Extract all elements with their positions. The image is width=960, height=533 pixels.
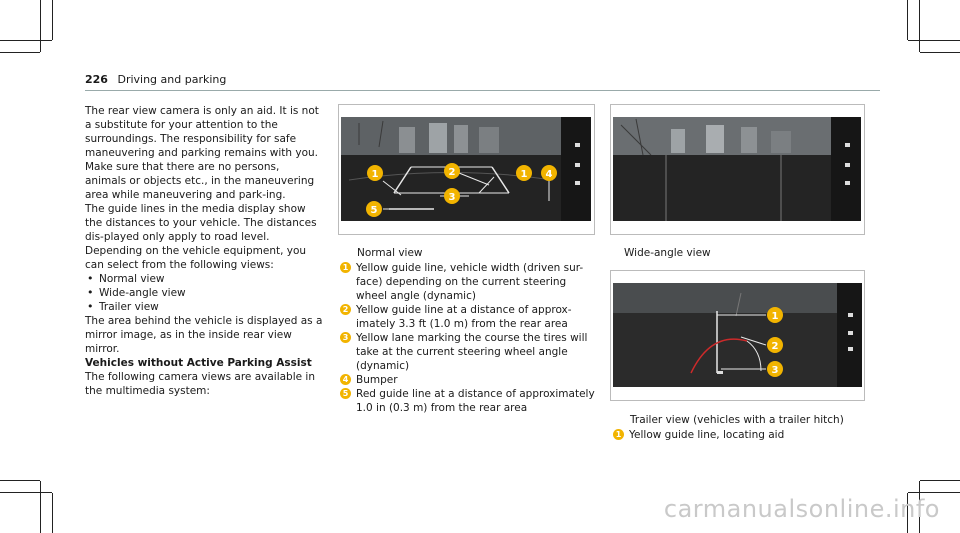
svg-text:3: 3 <box>448 192 456 203</box>
legend-number: 2 <box>340 304 351 315</box>
legend-text: Yellow guide line at a distance of approx-imately 3.3 ft (1.0 m) from the rear area <box>356 304 572 330</box>
figure-normal-view <box>338 104 595 235</box>
svg-text:4: 4 <box>545 169 553 180</box>
caption-normal-view: Normal view <box>357 247 423 259</box>
crop-mark <box>919 0 920 52</box>
svg-text:3: 3 <box>771 365 779 376</box>
legend-number: 1 <box>340 262 351 273</box>
list-item: • Trailer view <box>85 300 323 314</box>
caption-trailer-view: Trailer view (vehicles with a trailer hitch) <box>630 414 844 426</box>
crop-mark <box>908 40 960 41</box>
crop-mark <box>0 52 40 53</box>
legend-text: Yellow lane marking the course the tires will take at the current steering wheel angle (dynamic) <box>356 332 588 372</box>
crop-mark <box>920 52 960 53</box>
page-number: 226 <box>85 73 108 86</box>
marker-4 <box>541 165 557 181</box>
crop-mark <box>52 493 53 533</box>
crop-mark <box>40 0 41 52</box>
svg-text:1: 1 <box>371 169 379 180</box>
page-header <box>85 73 226 86</box>
figure-wide-angle-view <box>610 104 865 235</box>
legend-text: Yellow guide line, locating aid <box>629 429 785 441</box>
svg-text:1: 1 <box>771 311 779 322</box>
marker-2 <box>444 163 460 179</box>
crop-mark <box>0 492 52 493</box>
paragraph: The following camera views are available in the multimedia system: <box>85 371 316 397</box>
svg-text:2: 2 <box>771 341 779 352</box>
list-item <box>340 387 596 415</box>
subheading: Vehicles without Active Parking Assist <box>85 357 312 369</box>
list-item: • Normal view <box>85 272 323 286</box>
list-item <box>340 261 596 303</box>
svg-text:2: 2 <box>448 167 456 178</box>
list-item: • Wide-angle view <box>85 286 323 300</box>
legend-number: 3 <box>340 332 351 343</box>
paragraph: The guide lines in the media display show the distances to your vehicle. The distances dis-played only apply to road level. <box>85 203 317 243</box>
legend-text: Red guide line at a distance of approximately 1.0 in (0.3 m) from the rear area <box>356 388 595 414</box>
paragraph: Depending on the vehicle equipment, you can select from the following views: <box>85 245 307 271</box>
svg-text:1: 1 <box>520 169 528 180</box>
caption-wide-angle-view: Wide-angle view <box>624 247 711 259</box>
list-item <box>340 303 596 331</box>
list-item <box>613 428 869 442</box>
camera-image-normal <box>339 105 594 234</box>
legend-number: 5 <box>340 388 351 399</box>
left-column <box>85 104 323 398</box>
crop-mark <box>40 481 41 533</box>
camera-image-trailer <box>611 271 864 400</box>
marker-3 <box>444 188 460 204</box>
marker-3 <box>767 361 783 377</box>
camera-image-wide <box>611 105 864 234</box>
marker-1b <box>516 165 532 181</box>
crop-mark <box>0 480 40 481</box>
legend-text: Yellow guide line, vehicle width (driven sur-face) depending on the current steering wheel angle (dynamic) <box>356 262 584 302</box>
svg-text:5: 5 <box>370 205 378 216</box>
list-item <box>340 373 596 387</box>
list-item <box>340 331 596 373</box>
legend-trailer-view <box>613 428 869 442</box>
crop-mark <box>908 492 960 493</box>
crop-mark <box>52 0 53 40</box>
watermark: carmanualsonline.info <box>663 495 940 523</box>
marker-2 <box>767 337 783 353</box>
figure-trailer-view <box>610 270 865 401</box>
legend-number: 1 <box>613 429 624 440</box>
section-title: Driving and parking <box>117 73 227 86</box>
crop-mark <box>907 0 908 40</box>
crop-mark <box>920 480 960 481</box>
header-rule <box>85 90 880 91</box>
paragraph: The area behind the vehicle is displayed as a mirror image, as in the inside rear view mirror. <box>85 315 323 355</box>
crop-mark <box>0 40 52 41</box>
marker-1 <box>767 307 783 323</box>
marker-1 <box>367 165 383 181</box>
legend-text: Bumper <box>356 374 398 386</box>
paragraph: The rear view camera is only an aid. It is not a substitute for your attention to the surroundings. The responsibility for safe maneuvering and parking remains with you. Make sure that there are no persons, animals or objects etc., in the maneuvering area while maneuvering and park-ing. <box>85 105 319 201</box>
legend-normal-view <box>340 261 596 415</box>
legend-number: 4 <box>340 374 351 385</box>
marker-5 <box>366 201 382 217</box>
